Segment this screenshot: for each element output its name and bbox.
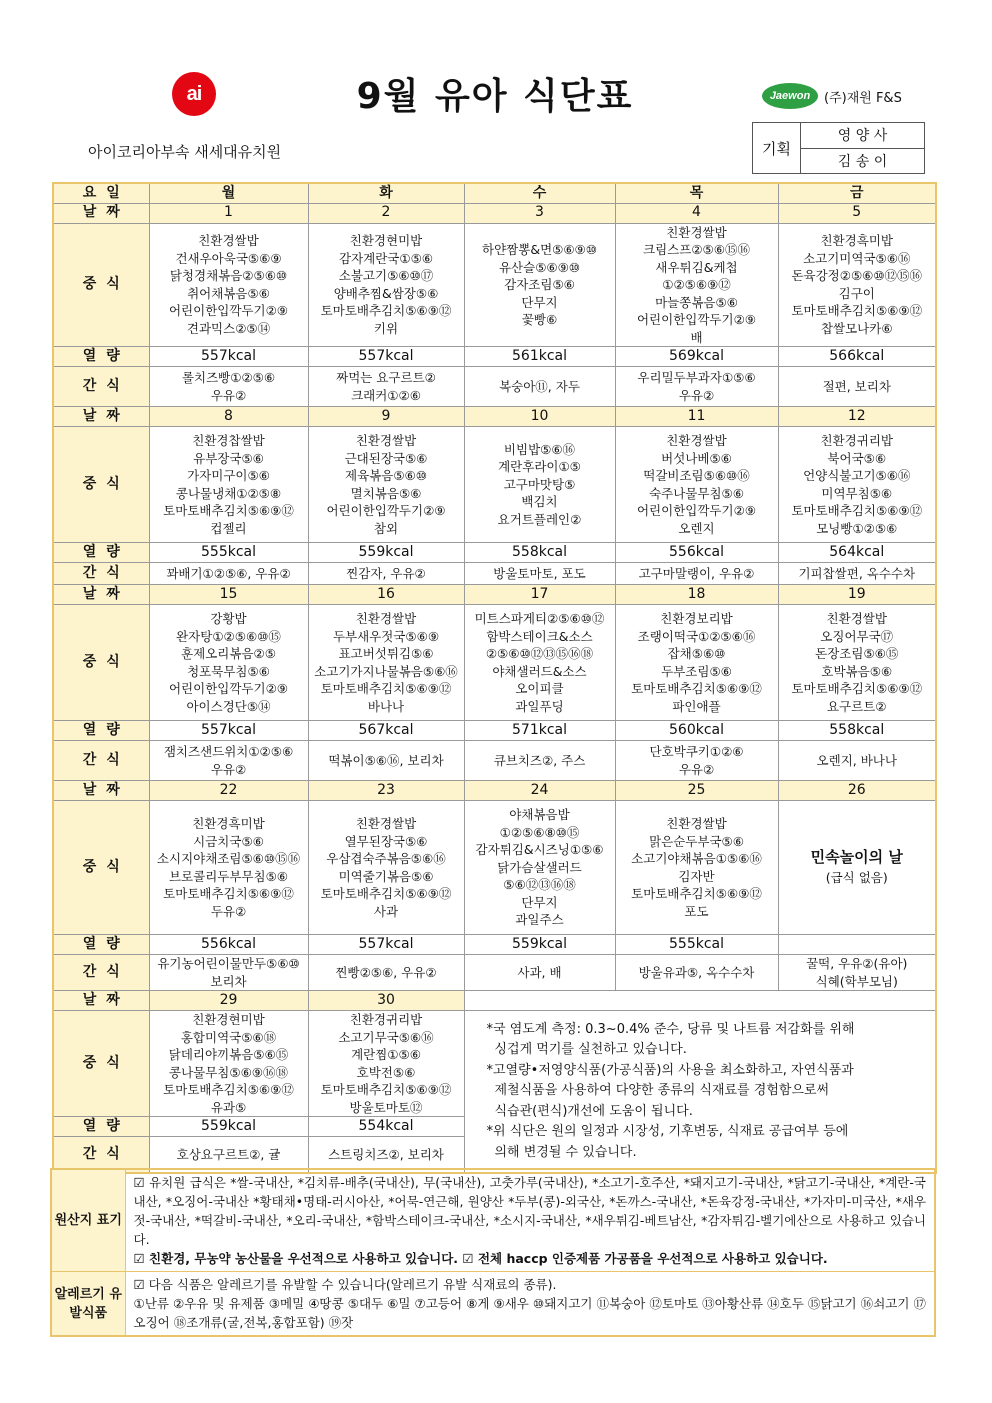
menu-line: 토마토배추김치⑤⑥⑨⑫ xyxy=(320,886,452,901)
menu-line: 조랭이떡국①②⑤⑥⑯ xyxy=(637,628,756,644)
menu-line: 콩나물냉채①②⑤⑧ xyxy=(175,485,282,501)
menu-line: 식혜(학부모님) xyxy=(815,973,898,989)
menu-line: 방울유과⑤, 옥수수차 xyxy=(638,964,755,980)
menu-line: 계란후라이①⑤ xyxy=(498,459,581,475)
note-line: 식습관(편식)개선에 도움이 됩니다. xyxy=(494,1103,693,1119)
menu-line: 방울토마토⑫ xyxy=(349,1099,423,1115)
menu-line: 어린이한입깍두기②⑨ xyxy=(168,303,288,319)
menu-line: 감자튀김&시즈닝①⑤⑥ xyxy=(475,842,604,858)
snack-cell xyxy=(308,955,464,991)
date-cell: 23 xyxy=(308,781,464,801)
notes-cell xyxy=(464,1011,936,1173)
lunch-cell xyxy=(615,223,778,347)
date-cell: 9 xyxy=(308,407,464,427)
note-line: *국 염도계 측정: 0.3~0.4% 준수, 당류 및 나트륨 저감화를 위해 xyxy=(486,1021,855,1037)
date-cell: 30 xyxy=(308,991,464,1011)
menu-line: 홍합미역국⑤⑥⑱ xyxy=(180,1029,277,1045)
lunch-cell xyxy=(778,427,936,543)
menu-line: 언양식불고기⑤⑥⑯ xyxy=(803,468,911,483)
menu-line: 배 xyxy=(690,329,703,345)
menu-line: 찹쌀모나카⑥ xyxy=(820,320,893,336)
menu-line: 돈육강정②⑤⑥⑩⑫⑮⑯ xyxy=(791,268,923,284)
menu-line: 오렌지 xyxy=(678,520,715,536)
menu-line: 소고기무국⑤⑥⑯ xyxy=(338,1029,434,1045)
snack-cell xyxy=(615,741,778,781)
menu-line: 사과 xyxy=(373,903,399,919)
menu-line: 고구마말랭이, 우유② xyxy=(638,565,755,581)
snack-cell xyxy=(149,955,308,991)
menu-line: ②⑤⑥⑩⑫⑬⑮⑯⑱ xyxy=(485,646,594,661)
kcal-cell: 559kcal xyxy=(464,935,615,955)
menu-line: 건새우아욱국⑤⑥⑨ xyxy=(175,250,282,266)
row-label-lunch: 중식 xyxy=(53,223,149,347)
lunch-cell xyxy=(149,1011,308,1117)
menu-line: 두부새우젓국⑤⑥⑨ xyxy=(332,628,440,644)
menu-line: 크림스프②⑤⑥⑮⑯ xyxy=(643,242,750,257)
menu-line: 숙주나물무침⑤⑥ xyxy=(649,485,744,501)
menu-line: 닭청경채볶음②⑤⑥⑩ xyxy=(169,268,288,284)
school-name: 아이코리아부속 새세대유치원 xyxy=(88,143,282,161)
menu-line: 토마토배추김치⑤⑥⑨⑫ xyxy=(320,681,452,696)
row-label-lunch: 중식 xyxy=(53,427,149,543)
menu-line: 친환경찹쌀밥 xyxy=(192,433,265,448)
menu-line: 친환경쌀밥 xyxy=(666,816,727,831)
lunch-cell xyxy=(615,801,778,935)
menu-line: 야채샐러드&소스 xyxy=(492,663,587,679)
date-cell: 12 xyxy=(778,407,936,427)
kcal-cell: 558kcal xyxy=(464,543,615,563)
menu-line: 토마토배추김치⑤⑥⑨⑫ xyxy=(163,886,294,901)
row-label-snack: 간식 xyxy=(53,1137,149,1173)
row-label-snack: 간식 xyxy=(53,367,149,407)
menu-line: 견과믹스②⑤⑭ xyxy=(186,320,271,336)
menu-line: 콩나물무침⑤⑥⑨⑯⑱ xyxy=(169,1064,288,1080)
snack-cell xyxy=(149,367,308,407)
kcal-cell: 556kcal xyxy=(149,935,308,955)
menu-line: 하얀짬뽕&면⑤⑥⑨⑩ xyxy=(482,242,597,257)
row-label-date: 날짜 xyxy=(53,203,149,223)
date-cell: 29 xyxy=(149,991,308,1011)
menu-line: 훈제오리볶음②⑤ xyxy=(181,646,276,661)
date-cell: 8 xyxy=(149,407,308,427)
menu-line: 유산슬⑤⑥⑨⑩ xyxy=(498,259,581,275)
note-line: *고열량•저영양식품(가공식품)의 사용을 최소화하고, 자연식품과 xyxy=(486,1062,854,1078)
lunch-cell xyxy=(464,223,615,347)
menu-line: 친환경현미밥 xyxy=(349,233,423,249)
kcal-cell: 559kcal xyxy=(149,1117,308,1137)
footer-table xyxy=(50,1168,936,1337)
day-header: 목 xyxy=(615,183,778,203)
menu-line: 취어채볶음⑤⑥ xyxy=(187,285,270,301)
menu-line: 꽃빵⑥ xyxy=(521,312,558,327)
date-cell: 19 xyxy=(778,585,936,605)
menu-line: 아이스경단⑤⑭ xyxy=(186,698,271,714)
menu-line: 돈장조림⑤⑥⑮ xyxy=(815,646,899,661)
menu-line: 완자탕①②⑤⑥⑩⑮ xyxy=(176,628,281,644)
snack-cell xyxy=(308,741,464,781)
row-label-lunch: 중식 xyxy=(53,605,149,721)
lunch-cell xyxy=(149,427,308,543)
menu-line: 요구르트② xyxy=(826,698,887,714)
kcal-cell: 571kcal xyxy=(464,721,615,741)
menu-line: 브로콜리두부무침⑤⑥ xyxy=(168,868,288,884)
allergy-label: 알레르기 유발식품 xyxy=(51,1272,125,1337)
menu-line: 유부장국⑤⑥ xyxy=(193,450,264,466)
snack-cell xyxy=(615,955,778,991)
row-label-snack: 간식 xyxy=(53,741,149,781)
special-event-title: 민속놀이의 날 xyxy=(810,848,903,866)
menu-line: 토마토배추김치⑤⑥⑨⑫ xyxy=(163,503,294,518)
origin-policy: ☑ 친환경, 무농약 농산물을 우선적으로 사용하고 있습니다. ☑ 전체 haccp 인증제품 가공품을 우선적으로 사용하고 있습니다. xyxy=(133,1251,828,1266)
menu-line: 컵젤리 xyxy=(210,520,247,536)
menu-line: 백김치 xyxy=(521,494,558,510)
row-label-date: 날짜 xyxy=(53,407,149,427)
kcal-cell: 555kcal xyxy=(615,935,778,955)
date-cell: 11 xyxy=(615,407,778,427)
date-cell: 22 xyxy=(149,781,308,801)
row-label-date: 날짜 xyxy=(53,991,149,1011)
menu-line: 청포묵무침⑤⑥ xyxy=(187,663,270,679)
menu-line: 과일푸딩 xyxy=(515,698,564,714)
kcal-cell: 569kcal xyxy=(615,347,778,367)
date-cell: 10 xyxy=(464,407,615,427)
snack-cell xyxy=(149,741,308,781)
menu-line: 요거트플레인② xyxy=(497,511,582,527)
note-line: 제철식품을 사용하여 다양한 종류의 식재료를 경험함으로써 xyxy=(494,1083,830,1098)
row-label-date: 날짜 xyxy=(53,585,149,605)
date-cell: 18 xyxy=(615,585,778,605)
menu-line: 토마토배추김치⑤⑥⑨⑫ xyxy=(791,503,923,518)
page-title: 9월 유아 식단표 xyxy=(356,76,634,117)
menu-line: 바나나 xyxy=(367,698,405,714)
menu-line: 호박볶음⑤⑥ xyxy=(821,663,893,679)
menu-line: 보리차 xyxy=(210,973,247,989)
menu-line: 새우튀김&케첩 xyxy=(655,259,738,275)
menu-line: 오징어무국⑰ xyxy=(820,628,894,644)
menu-line: 단무지 xyxy=(521,894,558,910)
menu-line: 친환경보리밥 xyxy=(660,611,733,626)
special-event-note: (급식 없음) xyxy=(825,869,888,885)
menu-line: 키위 xyxy=(373,320,399,336)
menu-line: 감자조림⑤⑥ xyxy=(504,277,575,292)
menu-line: ⑤⑥⑫⑬⑯⑱ xyxy=(503,877,576,893)
menu-line: 방울토마토, 포도 xyxy=(493,565,586,581)
menu-line: 친환경흑미밥 xyxy=(820,233,893,249)
menu-line: 우유② xyxy=(678,761,715,777)
lunch-cell xyxy=(778,223,936,347)
menu-line: 친환경쌀밥 xyxy=(355,816,417,831)
menu-line: 떡갈비조림⑤⑥⑩⑯ xyxy=(643,468,750,483)
lunch-cell xyxy=(149,605,308,721)
menu-line: 양배추찜&쌈장⑤⑥ xyxy=(333,285,439,301)
menu-line: 찐빵②⑤⑥, 우유② xyxy=(335,964,437,980)
lunch-cell xyxy=(308,427,464,543)
menu-table xyxy=(52,182,937,1174)
snack-cell xyxy=(778,563,936,585)
lunch-cell xyxy=(308,223,464,347)
menu-line: 복숭아⑪, 자두 xyxy=(499,378,580,394)
date-cell: 16 xyxy=(308,585,464,605)
day-header: 화 xyxy=(308,183,464,203)
lunch-cell xyxy=(464,605,615,721)
menu-line: 함박스테이크&소스 xyxy=(486,628,593,644)
snack-cell xyxy=(464,955,615,991)
menu-line: 친환경쌀밥 xyxy=(666,224,727,240)
blank-cell xyxy=(464,991,936,1011)
menu-line: 버섯나베⑤⑥ xyxy=(661,450,732,466)
menu-line: 우삼겹숙주볶음⑤⑥⑯ xyxy=(326,851,446,866)
menu-line: 참외 xyxy=(373,520,399,536)
menu-line: 맑은순두부국⑤⑥ xyxy=(649,833,744,849)
day-header: 금 xyxy=(778,183,936,203)
kcal-cell: 556kcal xyxy=(615,543,778,563)
menu-line: 가자미구이⑤⑥ xyxy=(187,468,270,483)
date-cell: 4 xyxy=(615,203,778,223)
snack-cell xyxy=(778,367,936,407)
menu-line: ①②⑤⑥⑧⑩⑮ xyxy=(499,824,580,840)
menu-line: 오렌지, 바나나 xyxy=(816,752,897,768)
menu-line: 두유② xyxy=(210,903,247,919)
menu-line: 친환경쌀밥 xyxy=(826,611,887,626)
row-label-snack: 간식 xyxy=(53,563,149,585)
day-header: 수 xyxy=(464,183,615,203)
date-cell: 15 xyxy=(149,585,308,605)
row-label-kcal: 열량 xyxy=(53,543,149,563)
menu-line: 멸치볶음⑤⑥ xyxy=(350,485,422,501)
menu-line: 소고기가지나물볶음⑤⑥⑯ xyxy=(314,663,458,679)
menu-line: 토마토배추김치⑤⑥⑨⑫ xyxy=(163,1082,294,1097)
lunch-cell xyxy=(149,223,308,347)
snack-cell xyxy=(308,563,464,585)
lunch-cell xyxy=(308,801,464,935)
menu-line: 떡볶이⑤⑥⑯, 보리차 xyxy=(328,752,444,768)
menu-line: 제육볶음⑤⑥⑩ xyxy=(345,468,427,483)
kcal-cell: 557kcal xyxy=(308,347,464,367)
lunch-cell xyxy=(308,605,464,721)
menu-line: 어린이한입깍두기②⑨ xyxy=(168,681,288,696)
menu-line: 꽈배기①②⑤⑥, 우유② xyxy=(166,565,291,581)
date-cell: 26 xyxy=(778,781,936,801)
menu-line: 찐감자, 우유② xyxy=(346,565,426,581)
menu-line: 토마토배추김치⑤⑥⑨⑫ xyxy=(791,681,923,696)
menu-line: ①②⑤⑥⑨⑫ xyxy=(662,277,731,292)
menu-line: 토마토배추김치⑤⑥⑨⑫ xyxy=(320,1082,452,1097)
menu-line: 친환경귀리밥 xyxy=(820,433,893,448)
menu-line: 어린이한입깍두기②⑨ xyxy=(636,503,756,518)
menu-line: 포도 xyxy=(684,903,709,919)
menu-line: 어린이한입깍두기②⑨ xyxy=(636,312,756,327)
menu-line: 미트스파게티②⑤⑥⑩⑫ xyxy=(474,611,605,626)
kcal-cell: 557kcal xyxy=(149,347,308,367)
lunch-cell xyxy=(778,605,936,721)
lunch-cell xyxy=(149,801,308,935)
company-logo: Jaewon xyxy=(762,83,818,109)
menu-line: 김구이 xyxy=(838,285,875,301)
menu-line: 토마토배추김치⑤⑥⑨⑫ xyxy=(320,303,452,319)
menu-line: 소고기야채볶음①⑤⑥⑯ xyxy=(631,851,762,866)
kcal-cell: 557kcal xyxy=(308,935,464,955)
menu-line: 잼치즈샌드위치①②⑤⑥ xyxy=(163,744,294,759)
menu-line: 닭데리야끼볶음⑤⑥⑮ xyxy=(168,1047,289,1062)
menu-line: 친환경흑미밥 xyxy=(192,816,265,831)
menu-line: 파인애플 xyxy=(672,698,721,714)
menu-line: 단호박쿠키①②⑥ xyxy=(649,744,744,759)
note-line: *위 식단은 원의 일정과 시장성, 기후변동, 식재료 공급여부 등에 xyxy=(486,1124,849,1139)
menu-line: 소시지야채조림⑤⑥⑩⑮⑯ xyxy=(156,851,301,866)
kcal-cell: 558kcal xyxy=(778,721,936,741)
row-label-kcal: 열량 xyxy=(53,1117,149,1137)
menu-line: 사과, 배 xyxy=(517,964,562,980)
company-name: (주)재원 F&S xyxy=(824,91,902,106)
no-lunch-cell xyxy=(778,801,936,935)
kcal-cell: 559kcal xyxy=(308,543,464,563)
note-line: 의해 변경될 수 있습니다. xyxy=(494,1144,637,1160)
menu-line: 우유② xyxy=(210,761,247,777)
snack-cell xyxy=(778,741,936,781)
snack-cell xyxy=(778,955,936,991)
plan-name: 김 송 이 xyxy=(801,148,925,174)
kindergarten-logo: ai xyxy=(172,72,216,116)
snack-cell xyxy=(464,741,615,781)
kcal-cell: 567kcal xyxy=(308,721,464,741)
lunch-cell xyxy=(308,1011,464,1117)
menu-line: 표고버섯튀김⑤⑥ xyxy=(338,646,434,661)
menu-line: 친환경쌀밥 xyxy=(355,433,417,448)
menu-line: 친환경귀리밥 xyxy=(349,1012,423,1027)
row-label-date: 날짜 xyxy=(53,781,149,801)
plan-box xyxy=(752,122,925,174)
kcal-cell xyxy=(778,935,936,955)
date-cell: 17 xyxy=(464,585,615,605)
kcal-cell: 555kcal xyxy=(149,543,308,563)
row-label-kcal: 열량 xyxy=(53,721,149,741)
origin-text: ☑ 유치원 급식은 *쌀-국내산, *김치류-배추(국내산), 무(국내산), 고춧가루(국내산), *소고기-호주산, *돼지고기-국내산, *닭고기-국내산, *계란-국내산, *오징어-국내산 *황태채•명태-러시아산, *어묵-연근해, 원양산 *두부(콩)-외국산, *돈까스-국내산, *돈육강정-국내산, *가자미-미국산, *새우젓-국내산, *떡갈비-국내산, *오리-국내산, *함박스테이크-국내산, *소시지-국내산, *새우튀김-베트남산, *감자튀김-벨기에산으로 사용하고 있습니다. ☑ 친환경, 무농약 농산물을 우선적으로 사용하고 있습니다. ☑ 전체 haccp 인증제품 가공품을 우선적으로 사용하고 있습니다. xyxy=(125,1169,935,1272)
menu-line: 크래커①②⑥ xyxy=(351,387,421,403)
menu-line: 김자반 xyxy=(678,868,715,884)
lunch-cell xyxy=(464,427,615,543)
menu-line: 마늘쫑볶음⑤⑥ xyxy=(655,294,738,310)
row-label-lunch: 중식 xyxy=(53,1011,149,1117)
menu-line: 오이피클 xyxy=(515,681,564,696)
menu-line: 토마토배추김치⑤⑥⑨⑫ xyxy=(631,886,762,901)
row-label-kcal: 열량 xyxy=(53,347,149,367)
menu-line: 과일주스 xyxy=(515,912,564,928)
snack-cell xyxy=(464,563,615,585)
menu-line: 호상요구르트②, 귤 xyxy=(176,1146,281,1162)
menu-line: 어린이한입깍두기②⑨ xyxy=(326,503,446,518)
menu-line: 비빔밥⑤⑥⑯ xyxy=(503,441,576,457)
date-cell: 3 xyxy=(464,203,615,223)
menu-line: 우유② xyxy=(678,387,715,403)
menu-line: 소불고기⑤⑥⑩⑰ xyxy=(338,268,434,284)
date-cell: 24 xyxy=(464,781,615,801)
menu-line: 큐브치즈②, 주스 xyxy=(493,752,586,768)
kcal-cell: 557kcal xyxy=(149,721,308,741)
day-header: 월 xyxy=(149,183,308,203)
date-cell: 5 xyxy=(778,203,936,223)
origin-label: 원산지 표기 xyxy=(51,1169,125,1272)
snack-cell xyxy=(615,563,778,585)
menu-line: 시금치국⑤⑥ xyxy=(193,833,264,849)
row-label-day: 요일 xyxy=(53,183,149,203)
menu-line: 유기농어린이물만두⑤⑥⑩ xyxy=(157,956,300,971)
menu-line: 미역줄기볶음⑤⑥ xyxy=(338,868,434,884)
kcal-cell: 560kcal xyxy=(615,721,778,741)
menu-line: 기피찹쌀편, 옥수수차 xyxy=(798,565,916,581)
kcal-cell: 561kcal xyxy=(464,347,615,367)
menu-line: 닭가슴살샐러드 xyxy=(497,859,582,875)
row-label-lunch: 중식 xyxy=(53,801,149,935)
menu-line: 친환경쌀밥 xyxy=(355,611,417,626)
menu-line: 소고기미역국⑤⑥⑯ xyxy=(803,250,911,266)
lunch-cell xyxy=(464,801,615,935)
allergy-text: ☑ 다음 식품은 알레르기를 유발할 수 있습니다(알레르기 유발 식재료의 종류). ①난류 ②우유 및 유제품 ③메밀 ④땅콩 ⑤대두 ⑥밀 ⑦고등어 ⑧게 ⑨새우 ⑩돼지고기 ⑪복숭아 ⑫토마토 ⑬아황산류 ⑭호두 ⑮닭고기 ⑯쇠고기 ⑰오징어 ⑱조개류(굴,전복,홍합포함) ⑲잣 xyxy=(125,1272,935,1337)
menu-line: 짜먹는 요구르트② xyxy=(336,370,436,385)
date-cell: 1 xyxy=(149,203,308,223)
menu-line: 야채볶음밥 xyxy=(509,807,570,823)
snack-cell xyxy=(308,367,464,407)
note-line: 싱겁게 먹기를 실천하고 있습니다. xyxy=(494,1042,687,1057)
menu-line: 미역무침⑤⑥ xyxy=(821,485,893,501)
menu-line: 강황밥 xyxy=(210,611,247,626)
snack-cell xyxy=(464,367,615,407)
menu-line: 열무된장국⑤⑥ xyxy=(344,833,428,849)
menu-line: 친환경쌀밥 xyxy=(198,233,259,249)
menu-line: 우리밀두부과자①⑤⑥ xyxy=(637,370,756,385)
menu-line: 꿀떡, 우유②(유아) xyxy=(806,956,908,971)
date-cell: 25 xyxy=(615,781,778,801)
menu-line: 토마토배추김치⑤⑥⑨⑫ xyxy=(631,681,762,696)
date-cell: 2 xyxy=(308,203,464,223)
snack-cell xyxy=(615,367,778,407)
menu-line: 단무지 xyxy=(521,294,558,310)
row-label-kcal: 열량 xyxy=(53,935,149,955)
menu-line: 잡채⑤⑥⑩ xyxy=(667,646,726,661)
menu-line: 계란찜①⑤⑥ xyxy=(351,1047,421,1062)
menu-line: 우유② xyxy=(210,387,247,403)
row-label-snack: 간식 xyxy=(53,955,149,991)
kcal-cell: 554kcal xyxy=(308,1117,464,1137)
menu-line: 두부조림⑤⑥ xyxy=(661,663,732,679)
plan-label: 기획 xyxy=(753,123,801,174)
menu-line: 친환경쌀밥 xyxy=(666,433,727,448)
menu-line: 북어국⑤⑥ xyxy=(827,450,887,466)
menu-line: 호박전⑤⑥ xyxy=(356,1064,416,1080)
menu-line: 감자계란국①⑤⑥ xyxy=(339,250,433,266)
snack-cell xyxy=(149,563,308,585)
lunch-cell xyxy=(615,605,778,721)
menu-line: 토마토배추김치⑤⑥⑨⑫ xyxy=(791,303,923,319)
menu-line: 고구마맛탕⑤ xyxy=(503,476,576,492)
menu-line: 친환경현미밥 xyxy=(192,1012,265,1027)
allergy-list: ①난류 ②우유 및 유제품 ③메밀 ④땅콩 ⑤대두 ⑥밀 ⑦고등어 ⑧게 ⑨새우 ⑩돼지고기 ⑪복숭아 ⑫토마토 ⑬아황산류 ⑭호두 ⑮닭고기 ⑯쇠고기 ⑰오징어 ⑱조개류(굴,전복,홍합포함) ⑲잣 xyxy=(133,1296,926,1330)
menu-line: 스트링치즈②, 보리차 xyxy=(328,1146,444,1162)
lunch-cell xyxy=(615,427,778,543)
menu-line: 절편, 보리차 xyxy=(822,378,891,394)
plan-role: 영 양 사 xyxy=(801,123,925,149)
menu-line: 롤치즈빵①②⑤⑥ xyxy=(181,370,276,385)
kcal-cell: 564kcal xyxy=(778,543,936,563)
menu-line: 모닝빵①②⑤⑥ xyxy=(816,520,898,536)
menu-line: 근대된장국⑤⑥ xyxy=(344,450,428,466)
menu-line: 유과⑤ xyxy=(210,1099,247,1115)
kcal-cell: 566kcal xyxy=(778,347,936,367)
